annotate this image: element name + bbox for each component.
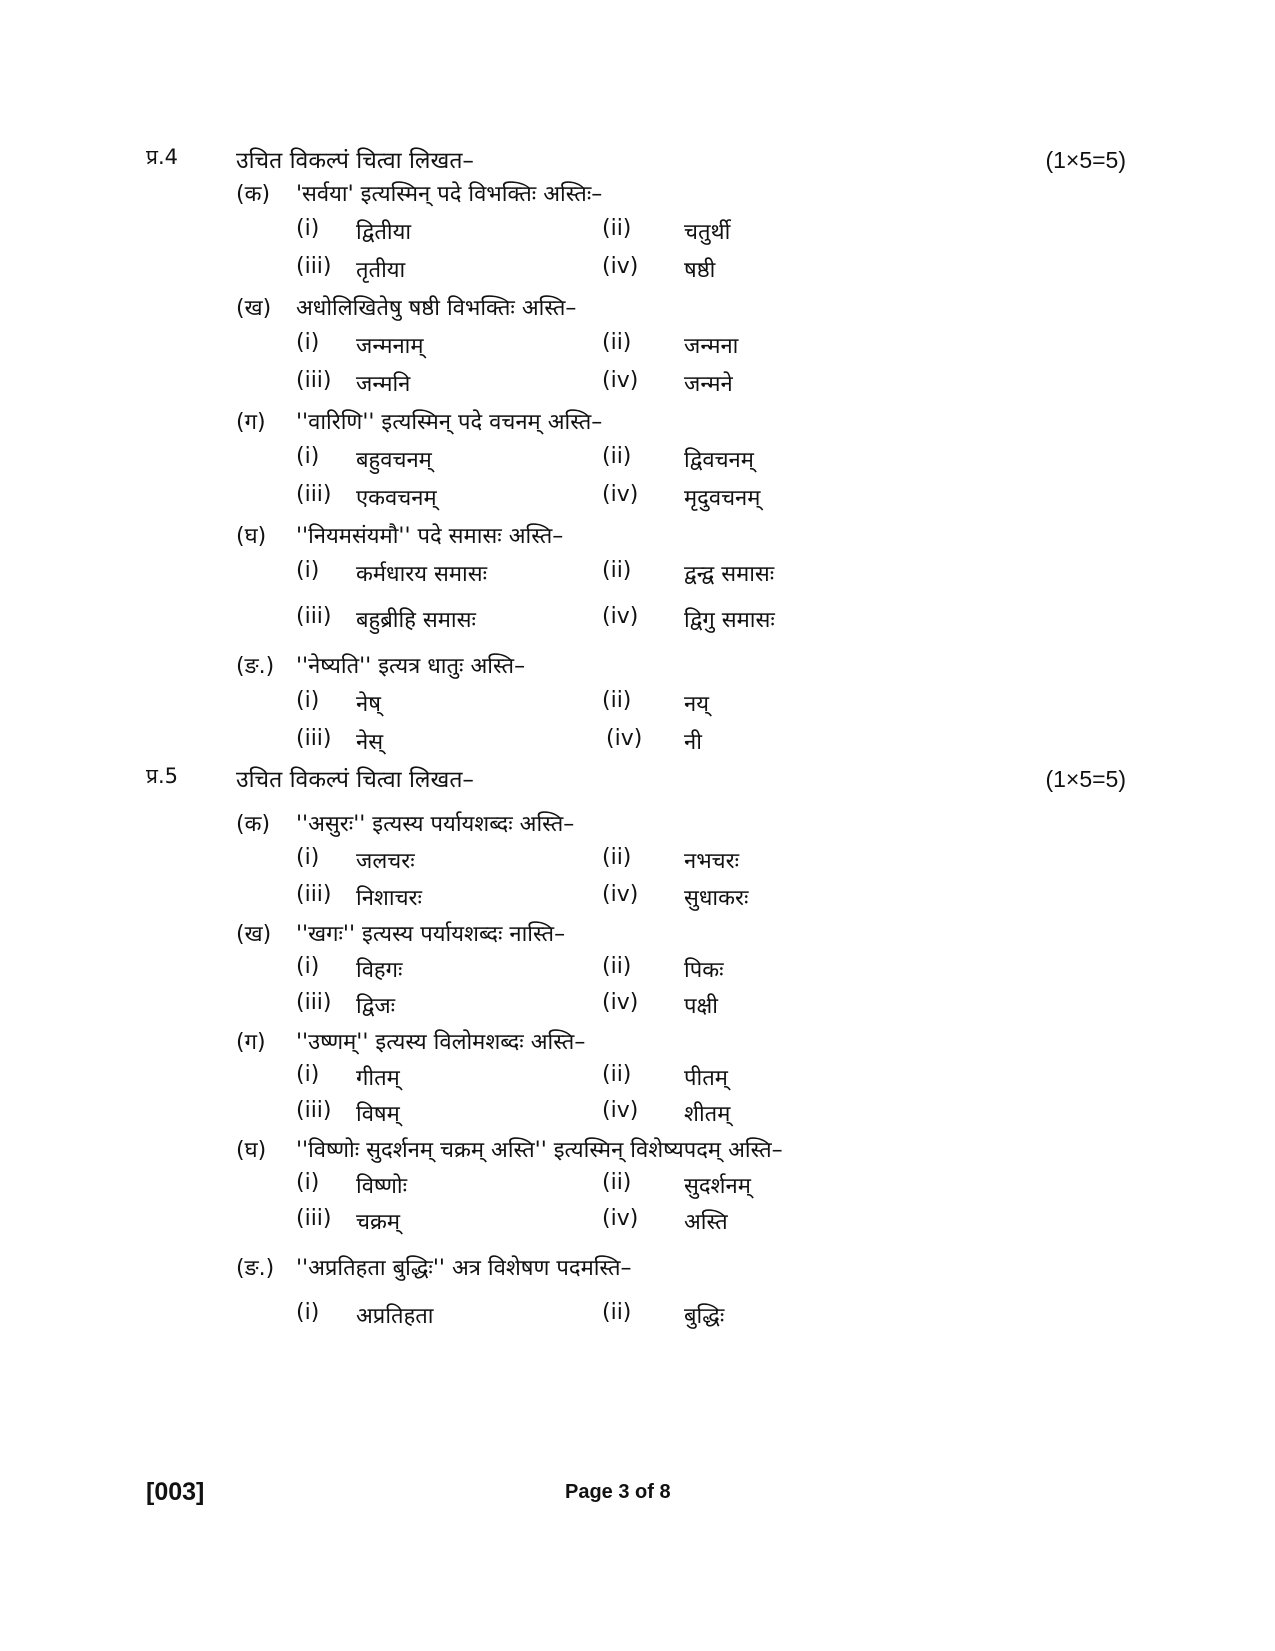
option-row <box>296 1062 896 1096</box>
option-text: षष्ठी <box>684 258 716 283</box>
option-number: (i) <box>296 1300 320 1325</box>
option-text: चक्रम् <box>356 1210 401 1235</box>
sub-question-label: (क) <box>236 812 271 837</box>
option-text: सुदर्शनम् <box>684 1174 751 1199</box>
option-text: जन्मना <box>684 334 739 359</box>
sub-question-label: (घ) <box>236 1138 267 1163</box>
option-number: (ii) <box>602 558 632 583</box>
option-number: (ii) <box>602 1300 632 1325</box>
option-row <box>296 216 896 250</box>
question-number: प्र.5 <box>146 764 178 788</box>
sub-question-label: (क) <box>236 182 271 207</box>
question-instruction: उचित विकल्पं चित्वा लिखत– <box>236 148 474 174</box>
option-number: (ii) <box>602 444 632 469</box>
option-row <box>296 330 896 364</box>
sub-question-text: ''खगः'' इत्यस्य पर्यायशब्दः नास्ति– <box>296 922 566 947</box>
option-text: द्वितीया <box>356 220 412 245</box>
option-number: (iii) <box>296 726 332 751</box>
option-text: तृतीया <box>356 258 406 283</box>
option-number: (i) <box>296 688 320 713</box>
option-number: (ii) <box>602 845 632 870</box>
option-text: कर्मधारय समासः <box>356 562 488 587</box>
option-number: (i) <box>296 845 320 870</box>
option-number: (iii) <box>296 482 332 507</box>
option-number: (iv) <box>606 726 643 751</box>
sub-question-text: ''नेष्यति'' इत्यत्र धातुः अस्ति– <box>296 654 526 679</box>
option-row <box>296 1206 896 1240</box>
option-number: (i) <box>296 558 320 583</box>
option-number: (iii) <box>296 990 332 1015</box>
option-number: (iv) <box>602 1098 639 1123</box>
option-text: द्वन्द्व समासः <box>684 562 775 587</box>
option-text: विष्णोः <box>356 1174 408 1199</box>
option-row <box>296 254 896 288</box>
sub-question-label: (ग) <box>236 1030 266 1055</box>
sub-question-text: 'सर्वया' इत्यस्मिन् पदे विभक्तिः अस्तिः– <box>296 182 603 207</box>
paper-code: [003] <box>146 1478 205 1506</box>
option-number: (iii) <box>296 254 332 279</box>
option-text: जलचरः <box>356 849 415 874</box>
option-row <box>296 482 896 516</box>
option-text: निशाचरः <box>356 886 422 911</box>
sub-question-text: ''विष्णोः सुदर्शनम् चक्रम् अस्ति'' इत्यस्मिन् विशेष्यपदम् अस्ति– <box>296 1138 783 1163</box>
option-number: (ii) <box>602 1170 632 1195</box>
question-marks: (1×5=5) <box>1045 766 1126 792</box>
option-number: (iii) <box>296 1098 332 1123</box>
option-number: (iii) <box>296 1206 332 1231</box>
option-text: जन्मनाम् <box>356 334 424 359</box>
option-row <box>296 990 896 1024</box>
option-number: (ii) <box>602 216 632 241</box>
option-text: अप्रतिहता <box>356 1304 434 1329</box>
option-row <box>296 726 896 760</box>
option-text: शीतम् <box>684 1102 731 1127</box>
question-marks: (1×5=5) <box>1045 147 1126 173</box>
option-text: पक्षी <box>684 994 718 1019</box>
option-number: (i) <box>296 444 320 469</box>
option-text: बहुवचनम् <box>356 448 432 473</box>
option-row <box>296 444 896 478</box>
option-number: (iv) <box>602 604 639 629</box>
option-text: द्विजः <box>356 994 396 1019</box>
option-text: सुधाकरः <box>684 886 749 911</box>
question-5-header <box>146 762 1126 802</box>
option-row <box>296 368 896 402</box>
option-number: (iv) <box>602 482 639 507</box>
option-number: (i) <box>296 1170 320 1195</box>
option-number: (i) <box>296 954 320 979</box>
page-number: Page 3 of 8 <box>565 1481 671 1503</box>
sub-question-text: ''नियमसंयमौ'' पदे समासः अस्ति– <box>296 524 564 549</box>
option-text: नेस् <box>356 730 384 755</box>
option-text: बुद्धिः <box>684 1304 725 1329</box>
option-text: अस्ति <box>684 1210 728 1235</box>
sub-question-label: (घ) <box>236 524 267 549</box>
option-row <box>296 1300 896 1334</box>
option-number: (i) <box>296 216 320 241</box>
option-text: चतुर्थी <box>684 220 731 245</box>
option-number: (iv) <box>602 1206 639 1231</box>
option-text: जन्मने <box>684 372 733 397</box>
option-number: (iii) <box>296 604 332 629</box>
option-row <box>296 1098 896 1132</box>
option-number: (iii) <box>296 882 332 907</box>
question-instruction: उचित विकल्पं चित्वा लिखत– <box>236 767 474 793</box>
option-text: नी <box>684 730 702 755</box>
sub-question-text: ''अप्रतिहता बुद्धिः'' अत्र विशेषण पदमस्ति– <box>296 1256 632 1281</box>
option-number: (ii) <box>602 1062 632 1087</box>
option-text: एकवचनम् <box>356 486 437 511</box>
option-number: (i) <box>296 330 320 355</box>
option-text: पिकः <box>684 958 724 983</box>
option-text: नय् <box>684 692 709 717</box>
option-row <box>296 845 896 879</box>
option-text: जन्मनि <box>356 372 411 397</box>
option-row <box>296 1170 896 1204</box>
sub-question-label: (ग) <box>236 410 266 435</box>
option-row <box>296 688 896 722</box>
option-number: (iv) <box>602 882 639 907</box>
option-number: (ii) <box>602 954 632 979</box>
sub-question-label: (ख) <box>236 922 272 947</box>
option-text: मृदुवचनम् <box>684 486 761 511</box>
sub-question-label: (ङ.) <box>236 654 275 679</box>
sub-question-text: अधोलिखितेषु षष्ठी विभक्तिः अस्ति– <box>296 296 577 321</box>
option-number: (ii) <box>602 330 632 355</box>
option-text: नभचरः <box>684 849 740 874</box>
option-row <box>296 882 896 916</box>
sub-question-label: (ङ.) <box>236 1256 275 1281</box>
option-text: द्विगु समासः <box>684 608 775 633</box>
option-number: (i) <box>296 1062 320 1087</box>
option-row <box>296 604 896 638</box>
option-number: (iv) <box>602 254 639 279</box>
option-text: गीतम् <box>356 1066 400 1091</box>
option-number: (iv) <box>602 990 639 1015</box>
question-4-header <box>146 143 1126 183</box>
option-row <box>296 954 896 988</box>
option-text: द्विवचनम् <box>684 448 754 473</box>
sub-question-text: ''असुरः'' इत्यस्य पर्यायशब्दः अस्ति– <box>296 812 575 837</box>
sub-question-text: ''वारिणि'' इत्यस्मिन् पदे वचनम् अस्ति– <box>296 410 603 435</box>
question-number: प्र.4 <box>146 145 178 169</box>
option-text: बहुब्रीहि समासः <box>356 608 476 633</box>
option-number: (iii) <box>296 368 332 393</box>
option-number: (iv) <box>602 368 639 393</box>
sub-question-text: ''उष्णम्'' इत्यस्य विलोमशब्दः अस्ति– <box>296 1030 586 1055</box>
option-text: पीतम् <box>684 1066 728 1091</box>
option-number: (ii) <box>602 688 632 713</box>
option-text: विषम् <box>356 1102 400 1127</box>
option-text: नेष् <box>356 692 381 717</box>
option-text: विहगः <box>356 958 403 983</box>
option-row <box>296 558 896 592</box>
sub-question-label: (ख) <box>236 296 272 321</box>
